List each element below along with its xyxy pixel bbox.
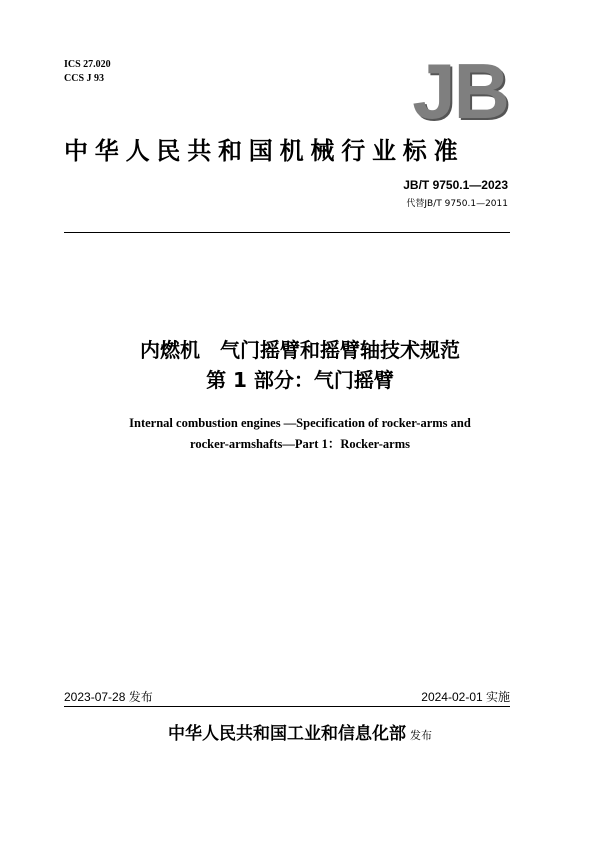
english-title-line-1: Internal combustion engines —Specification of rocker-arms and <box>129 416 471 430</box>
implementation-date: 2024-02-01 实施 <box>421 690 510 704</box>
standard-number: JB/T 9750.1—2023 <box>403 178 508 192</box>
classification-codes <box>64 58 111 86</box>
jb-logo: JB <box>412 47 508 135</box>
english-title-line-2: rocker-armshafts—Part 1：Rocker-arms <box>190 437 410 451</box>
issue-date: 2023-07-28 发布 <box>64 690 153 704</box>
footer-divider <box>64 706 510 707</box>
issuer-name: 中华人民共和国工业和信息化部 <box>168 724 406 744</box>
ccs-code: CCS J 93 <box>64 73 105 84</box>
header-divider <box>64 232 510 233</box>
ics-code: ICS 27.020 <box>64 59 111 70</box>
chinese-title-line-2: 第 1 部分：气门摇臂 <box>206 368 394 392</box>
chinese-title-line-1: 内燃机 气门摇臂和摇臂轴技术规范 <box>140 338 460 362</box>
issuer-suffix: 发布 <box>410 729 432 742</box>
replaces-standard: 代替JB/T 9750.1—2011 <box>406 199 508 209</box>
issuing-authority <box>0 719 600 744</box>
industry-standard-title: 中华人民共和国机械行业标准 <box>64 137 465 165</box>
